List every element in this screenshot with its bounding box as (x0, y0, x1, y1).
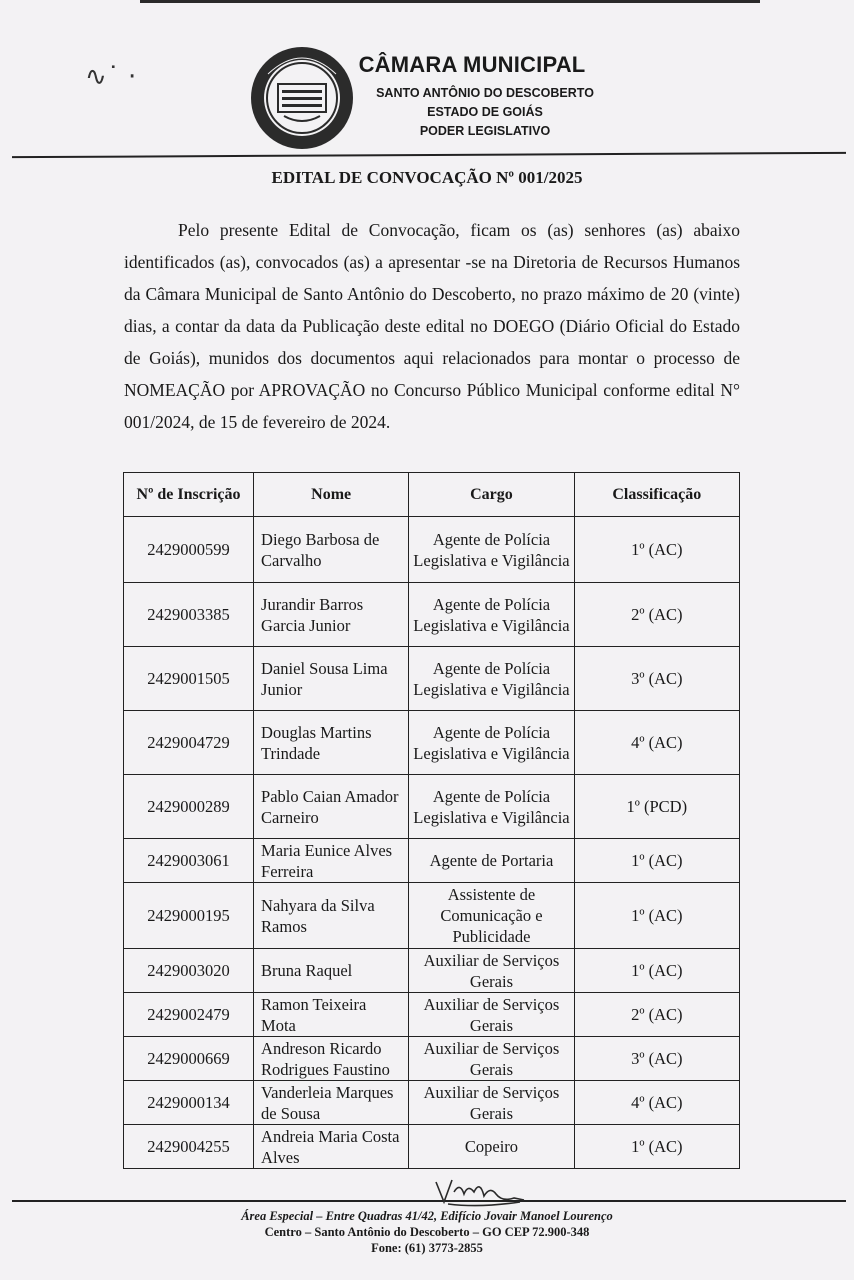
header-divider (12, 152, 846, 158)
cell-nome: Andreia Maria Costa Alves (254, 1125, 409, 1169)
cell-cargo: Assistente de Comunicação e Publicidade (409, 883, 574, 949)
cell-inscricao: 2429003061 (124, 839, 254, 883)
cell-inscricao: 2429000195 (124, 883, 254, 949)
signature (430, 1172, 530, 1208)
table-row (124, 993, 740, 1037)
chamber-seal-logo (248, 44, 356, 152)
cell-cargo: Agente de Polícia Legislativa e Vigilância (409, 517, 574, 583)
cell-inscricao: 2429004729 (124, 711, 254, 775)
header-cargo: Cargo (409, 473, 574, 517)
cell-classificacao: 1º (PCD) (574, 775, 739, 839)
cell-nome: Daniel Sousa Lima Junior (254, 647, 409, 711)
cell-classificacao: 1º (AC) (574, 949, 739, 993)
footer (0, 1208, 854, 1256)
cell-inscricao: 2429004255 (124, 1125, 254, 1169)
cell-cargo: Copeiro (409, 1125, 574, 1169)
cell-cargo: Agente de Polícia Legislativa e Vigilância (409, 775, 574, 839)
cell-cargo: Auxiliar de Serviços Gerais (409, 949, 574, 993)
cell-classificacao: 1º (AC) (574, 883, 739, 949)
footer-divider (12, 1200, 846, 1202)
cell-nome: Andreson Ricardo Rodrigues Faustino (254, 1037, 409, 1081)
cell-nome: Bruna Raquel (254, 949, 409, 993)
cell-nome: Douglas Martins Trindade (254, 711, 409, 775)
cell-inscricao: 2429000669 (124, 1037, 254, 1081)
cell-inscricao: 2429002479 (124, 993, 254, 1037)
header-nome: Nome (254, 473, 409, 517)
state-name: ESTADO DE GOIÁS (427, 105, 543, 119)
cell-inscricao: 2429000599 (124, 517, 254, 583)
branch-name: PODER LEGISLATIVO (419, 124, 551, 138)
table-row (124, 883, 740, 949)
city-name: SANTO ANTÔNIO DO DESCOBERTO (376, 86, 594, 100)
table-row (124, 775, 740, 839)
cell-classificacao: 3º (AC) (574, 1037, 739, 1081)
table-row (124, 711, 740, 775)
table-row (124, 839, 740, 883)
institution-name: CÂMARA MUNICIPAL (358, 52, 586, 77)
cell-nome: Diego Barbosa de Carvalho (254, 517, 409, 583)
cell-nome: Vanderleia Marques de Sousa (254, 1081, 409, 1125)
footer-address: Área Especial – Entre Quadras 41/42, Edifício Jovair Manoel Lourenço (241, 1209, 613, 1223)
cell-classificacao: 2º (AC) (574, 993, 739, 1037)
table-row (124, 647, 740, 711)
handwritten-mark: ∿˙ · (85, 62, 137, 92)
cell-inscricao: 2429000134 (124, 1081, 254, 1125)
top-border-line (140, 0, 760, 3)
cell-classificacao: 1º (AC) (574, 1125, 739, 1169)
cell-inscricao: 2429001505 (124, 647, 254, 711)
cell-cargo: Agente de Polícia Legislativa e Vigilância (409, 647, 574, 711)
table-row (124, 517, 740, 583)
document-title: EDITAL DE CONVOCAÇÃO Nº 001/2025 (271, 168, 583, 187)
cell-nome: Jurandir Barros Garcia Junior (254, 583, 409, 647)
header-classificacao: Classificação (574, 473, 739, 517)
table-header-row (124, 473, 740, 517)
cell-inscricao: 2429003020 (124, 949, 254, 993)
table-row (124, 1037, 740, 1081)
cell-cargo: Agente de Polícia Legislativa e Vigilância (409, 711, 574, 775)
cell-nome: Maria Eunice Alves Ferreira (254, 839, 409, 883)
cell-classificacao: 4º (AC) (574, 711, 739, 775)
cell-cargo: Auxiliar de Serviços Gerais (409, 1081, 574, 1125)
cell-cargo: Agente de Polícia Legislativa e Vigilância (409, 583, 574, 647)
cell-inscricao: 2429000289 (124, 775, 254, 839)
footer-city: Centro – Santo Antônio do Descoberto – GO CEP 72.900-348 (264, 1225, 590, 1239)
cell-nome: Pablo Caian Amador Carneiro (254, 775, 409, 839)
convocation-table (123, 472, 740, 1169)
cell-classificacao: 1º (AC) (574, 839, 739, 883)
document-body: Pelo presente Edital de Convocação, ficam os (as) senhores (as) abaixo identificados (as), convocados (as) a apresentar -se na Diretoria de Recursos Humanos da Câmara Municipal de Santo Antônio do Descoberto, no prazo máximo de 20 (vinte) dias, a contar da data da Publicação deste edital no DOEGO (Diário Oficial do Estado de Goiás), munidos dos documentos aqui relacionados para montar o processo de NOMEAÇÃO por APROVAÇÃO no Concurso Público Municipal conforme edital N° 001/2024, de 15 de fevereiro de 2024. (124, 220, 740, 432)
table-row (124, 583, 740, 647)
cell-inscricao: 2429003385 (124, 583, 254, 647)
letterhead (360, 52, 600, 141)
cell-classificacao: 4º (AC) (574, 1081, 739, 1125)
cell-classificacao: 3º (AC) (574, 647, 739, 711)
table-row (124, 1125, 740, 1169)
cell-nome: Ramon Teixeira Mota (254, 993, 409, 1037)
table-row (124, 949, 740, 993)
cell-cargo: Auxiliar de Serviços Gerais (409, 993, 574, 1037)
footer-phone: Fone: (61) 3773-2855 (371, 1241, 483, 1255)
cell-nome: Nahyara da Silva Ramos (254, 883, 409, 949)
cell-cargo: Agente de Portaria (409, 839, 574, 883)
header-inscricao: Nº de Inscrição (124, 473, 254, 517)
table-row (124, 1081, 740, 1125)
cell-classificacao: 2º (AC) (574, 583, 739, 647)
cell-cargo: Auxiliar de Serviços Gerais (409, 1037, 574, 1081)
cell-classificacao: 1º (AC) (574, 517, 739, 583)
